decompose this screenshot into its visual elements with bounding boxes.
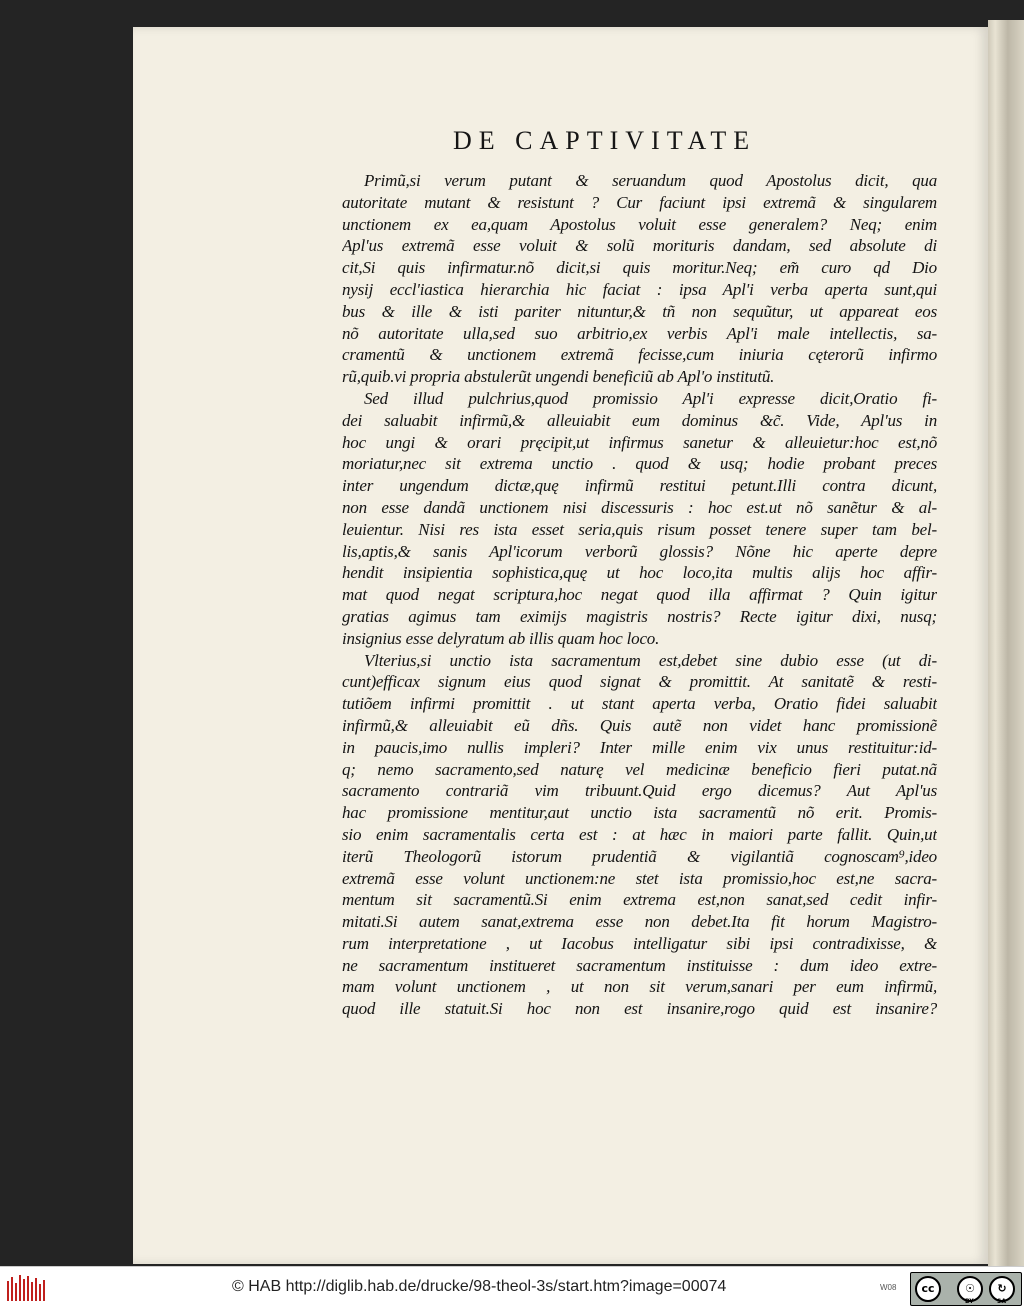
body-text bbox=[342, 170, 937, 1020]
text-line: mitati.Si autem sanat,extrema esse non debet.Ita fit horum Magistro- bbox=[342, 912, 937, 932]
text-line: Apl'us extremã esse voluit & solũ morituris dandam, sed absolute di bbox=[342, 236, 937, 256]
next-page-edge bbox=[988, 20, 1024, 1266]
attribution-icon: ☉ bbox=[957, 1276, 983, 1302]
text-line: nysij eccl'iastica hierarchia hic faciat : ipsa Apl'i verba aperta sunt,qui bbox=[342, 279, 937, 299]
text-line: hoc ungi & orari pręcipit,ut infirmus sanetur & alleuietur:hoc est,nõ bbox=[342, 432, 937, 452]
text-line: ne sacramentum institueret sacramentum instituisse : dum ideo extre- bbox=[342, 955, 937, 975]
license-sa-label: SA bbox=[997, 1298, 1006, 1305]
text-line: hac promissione mentitur,aut unctio ista sacramentũ nõ erit. Promis- bbox=[342, 803, 937, 823]
text-line: gratias agimus tam eximijs magistris nostris? Recte igitur dixi, nusq; bbox=[342, 606, 937, 626]
text-line: cunt)efficax signum eius quod signat & promittit. At sanitatẽ & resti- bbox=[342, 672, 937, 692]
footer-bar bbox=[0, 1266, 1024, 1308]
text-line: dei saluabit infirmũ,& alleuiabit eum dominus &c̃. Vide, Apl'us in bbox=[342, 410, 937, 430]
text-line: lis,aptis,& sanis Apl'icorum verborũ glossis? Nõne hic aperte depre bbox=[342, 541, 937, 561]
running-header: DE CAPTIVITATE bbox=[453, 126, 757, 155]
text-line: in paucis,imo nullis impleri? Inter mille enim vix unus restituitur:id- bbox=[342, 737, 937, 757]
text-line: inter ungendum dictæ,quę infirmũ restitui petunt.Illi contra dicunt, bbox=[342, 476, 937, 496]
share-alike-icon: ↻ bbox=[989, 1276, 1015, 1302]
text-line: Primũ,si verum putant & seruandum quod Apostolus dicit, qua bbox=[364, 171, 937, 190]
text-line: quod ille statuit.Si hoc non est insanire,rogo quid est insanire? bbox=[342, 999, 937, 1019]
text-line: nõ autoritate ulla,sed suo arbitrio,ex verbis Apl'i male intellectis, sa- bbox=[342, 323, 937, 343]
text-line: infirmũ,& alleuiabit eũ dñs. Quis autẽ non videt hanc promissionẽ bbox=[342, 715, 937, 735]
text-line: cramentũ & unctionem extremã fecisse,cum iniuria cęterorũ infirmo bbox=[342, 345, 937, 365]
text-line: tutiõem infirmi promittit . ut stant aperta verba, Oratio fidei saluabit bbox=[342, 694, 937, 714]
text-line: sacramento contrariã vim tribuunt.Quid ergo dicemus? Aut Apl'us bbox=[342, 781, 937, 801]
text-line: non esse dandã unctionem nisi discessuris : hoc est.ut nõ sanẽtur & al- bbox=[342, 497, 937, 517]
text-line: hendit insipientia sophistica,quę ut hoc loco,ita multis alijs hoc affir- bbox=[342, 563, 937, 583]
text-line: bus & ille & isti pariter nituntur,& tñ non sequũtur, ut appareat eos bbox=[342, 301, 937, 321]
footer-small-label: W08 bbox=[880, 1283, 897, 1292]
text-line: mat quod negat scriptura,hoc negat quod illa affirmat ? Quin igitur bbox=[342, 585, 937, 605]
text-line: sio enim sacramentalis certa est : at hæc in maiori parte fallit. Quin,ut bbox=[342, 824, 937, 844]
text-line: leuientur. Nisi res ista esset seria,quis risum posset tenere super tam bel- bbox=[342, 519, 937, 539]
cc-license-badge[interactable] bbox=[910, 1272, 1022, 1306]
license-by-label: BY bbox=[965, 1298, 974, 1305]
text-line: Vlterius,si unctio ista sacramentum est,debet sine dubio esse (ut di- bbox=[364, 650, 937, 670]
text-line: iterũ Theologorũ istorum prudentiã & vigilantiã cognoscam⁹,ideo bbox=[342, 846, 937, 866]
text-line: mentum sit sacramentũ.Si enim extrema est,non sanat,sed cedit infir- bbox=[342, 890, 937, 910]
text-line: moriatur,nec sit extrema unctio . quod & usq; hodie probant preces bbox=[342, 454, 937, 474]
text-line: cit,Si quis infirmatur.nõ dicit,si quis moritur.Neq; em̃ curo qd Dio bbox=[342, 258, 937, 278]
text-line: rum interpretatione , ut Iacobus intelligatur sibi ipsi contradixisse, & bbox=[342, 933, 937, 953]
cc-icon: cc bbox=[915, 1276, 941, 1302]
text-line: q; nemo sacramento,sed naturę vel medicinæ beneficio fieri putat.nã bbox=[342, 759, 937, 779]
text-line: extremã esse volunt unctionem:ne stet ista promissio,hoc est,ne sacra- bbox=[342, 868, 937, 888]
text-line: rũ,quib.vi propria abstulerũt ungendi beneficiũ ab Apl'o institutũ. bbox=[342, 367, 775, 387]
copyright-url[interactable]: © HAB http://diglib.hab.de/drucke/98-theol-3s/start.htm?image=00074 bbox=[232, 1278, 727, 1295]
hab-logo-icon bbox=[6, 1273, 46, 1303]
text-line: unctionem ex ea,quam Apostolus voluit esse generalem? Neq; enim bbox=[342, 214, 937, 234]
text-line: mam volunt unctionem , ut non sit verum,sanari per eum infirmũ, bbox=[342, 977, 937, 997]
text-line: insignius esse delyratum ab illis quam hoc loco. bbox=[342, 628, 660, 648]
text-line: autoritate mutant & resistunt ? Cur faciunt ipsi extremã & singularem bbox=[342, 192, 937, 212]
text-line: Sed illud pulchrius,quod promissio Apl'i expresse dicit,Oratio fi- bbox=[364, 388, 937, 408]
